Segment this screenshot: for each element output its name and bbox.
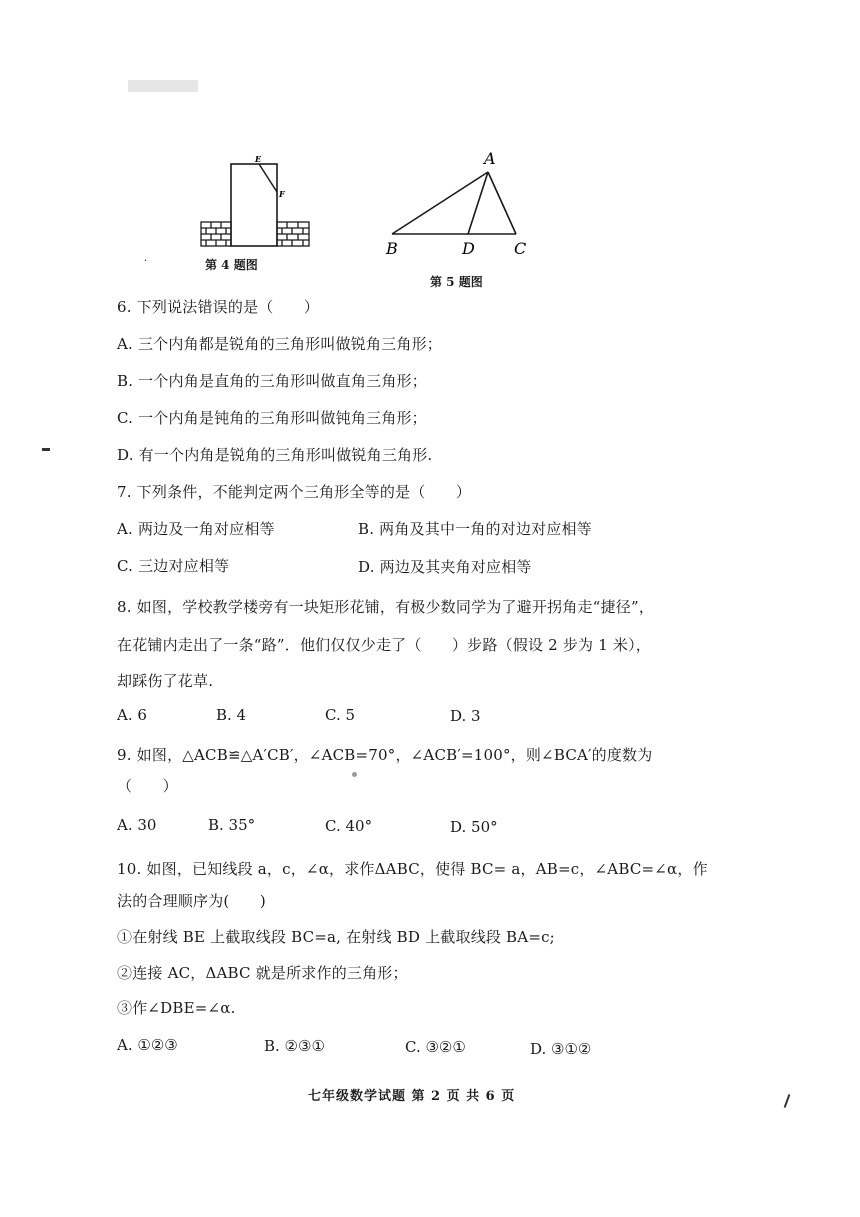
question-6-stem: 6. 下列说法错误的是（ ）	[117, 298, 320, 316]
right-brick-wall	[277, 222, 309, 246]
shortcut-path	[259, 164, 277, 192]
question-8-stem-line-3: 却踩伤了花草.	[117, 672, 214, 690]
segment-ab	[392, 172, 488, 234]
question-10-stem-line-1: 10. 如图，已知线段 a，c，∠α，求作ΔABC，使得 BC= a，AB=c，∠ABC=∠α，作	[117, 860, 708, 878]
label-e: E	[255, 154, 262, 164]
question-10-step-2: ②连接 AC，ΔABC 就是所求作的三角形；	[117, 964, 408, 982]
question-6-option-c: C. 一个内角是钝角的三角形叫做钝角三角形；	[117, 409, 427, 427]
question-7-option-c: C. 三边对应相等	[117, 557, 230, 575]
question-6-option-d: D. 有一个内角是锐角的三角形叫做锐角三角形.	[117, 446, 433, 464]
question-9-option-b: B. 35°	[208, 816, 256, 834]
question-10-step-3: ③作∠DBE=∠α.	[117, 999, 236, 1017]
question-9-option-d: D. 50°	[450, 818, 498, 836]
question-8-stem-line-1: 8. 如图，学校教学楼旁有一块矩形花铺，有极少数同学为了避开拐角走“捷径”，	[117, 598, 655, 616]
question-10-option-c: C. ③②①	[405, 1038, 466, 1056]
scan-mark	[784, 1094, 791, 1108]
figure-4-caption: 第 4 题图	[205, 258, 258, 272]
question-7-stem: 7. 下列条件，不能判定两个三角形全等的是（ ）	[117, 483, 472, 501]
question-7-option-a: A. 两边及一角对应相等	[117, 520, 275, 538]
figure-4-diagram	[195, 150, 325, 255]
label-a: A	[484, 149, 496, 168]
question-8-option-d: D. 3	[450, 707, 481, 725]
question-8-option-a: A. 6	[117, 706, 147, 724]
label-d: D	[462, 239, 475, 258]
scan-smudge	[128, 80, 198, 92]
page-footer: 七年级数学试题 第 2 页 共 6 页	[308, 1089, 516, 1104]
stray-dot: ·	[144, 256, 148, 267]
question-10-step-1: ①在射线 BE 上截取线段 BC=a, 在射线 BD 上截取线段 BA=c;	[117, 928, 555, 946]
question-9-option-c: C. 40°	[325, 817, 373, 835]
segment-ad	[468, 172, 488, 234]
rectangle-flowerbed	[231, 164, 277, 246]
question-10-option-a: A. ①②③	[117, 1036, 178, 1054]
scan-mark	[42, 448, 50, 451]
question-9-stem-line-2: （ ）	[117, 777, 178, 795]
question-6-option-b: B. 一个内角是直角的三角形叫做直角三角形；	[117, 372, 427, 390]
left-brick-wall	[201, 222, 231, 246]
segment-ac	[488, 172, 516, 234]
scan-mark	[352, 772, 357, 777]
figure-5-diagram	[380, 148, 540, 263]
question-9-stem-line-1: 9. 如图，△ACB≌△A′CB′，∠ACB=70°，∠ACB′=100°，则∠BCA′的度数为	[117, 746, 653, 764]
label-c: C	[514, 239, 527, 258]
figure-5-caption: 第 5 题图	[430, 275, 483, 289]
question-8-option-b: B. 4	[216, 706, 247, 724]
question-10-option-d: D. ③①②	[530, 1040, 592, 1058]
label-f: F	[279, 189, 285, 199]
question-9-option-a: A. 30	[117, 816, 157, 834]
label-b: B	[386, 239, 398, 258]
question-6-option-a: A. 三个内角都是锐角的三角形叫做锐角三角形；	[117, 335, 442, 353]
question-8-stem-line-2: 在花铺内走出了一条“路”．他们仅仅少走了（ ）步路（假设 2 步为 1 米），	[117, 636, 651, 654]
question-8-option-c: C. 5	[325, 706, 356, 724]
question-7-option-d: D. 两边及其夹角对应相等	[358, 558, 532, 576]
question-10-stem-line-2: 法的合理顺序为( )	[117, 892, 266, 910]
question-10-option-b: B. ②③①	[264, 1037, 325, 1055]
question-7-option-b: B. 两角及其中一角的对边对应相等	[358, 520, 592, 538]
